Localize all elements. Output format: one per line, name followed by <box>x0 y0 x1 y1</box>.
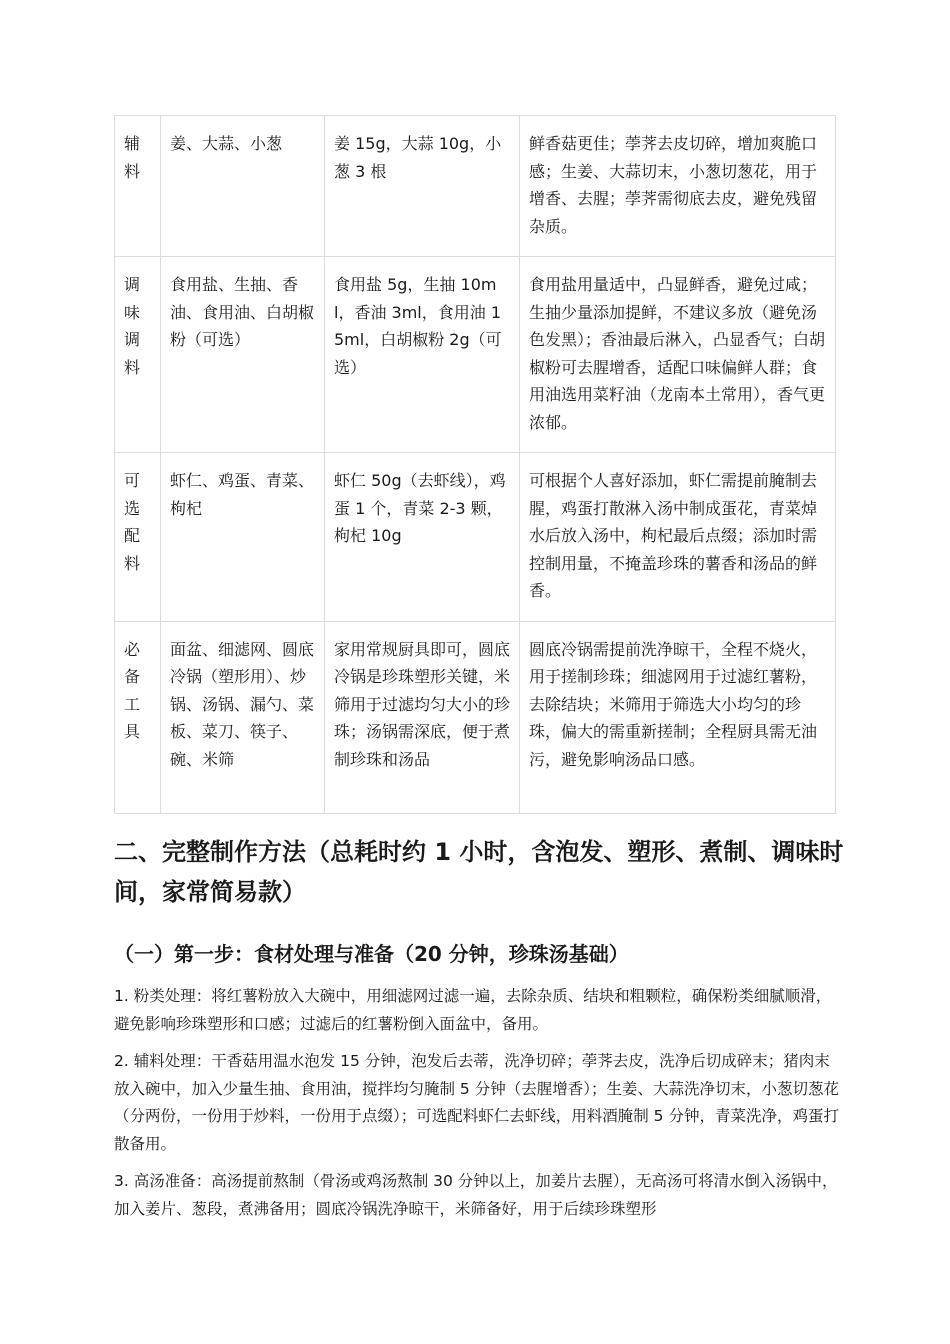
paragraph-stock-preparation: 3. 高汤准备：高汤提前熬制（骨汤或鸡汤熬制 30 分钟以上，加姜片去腥），无高汤可将清水倒入汤锅中，加入姜片、葱段，煮沸备用；圆底冷锅洗净晾干，米筛备好，用于后续珍珠塑形 <box>114 1172 838 1218</box>
ingredients-table <box>114 115 836 814</box>
cell-category: 必备工具 <box>115 621 161 813</box>
table-row <box>115 257 836 453</box>
cell-note: 鲜香菇更佳；荸荠去皮切碎，增加爽脆口感；生姜、大蒜切末，小葱切葱花，用于增香、去腥；荸荠需彻底去皮，避免残留杂质。 <box>520 116 836 257</box>
cell-note: 可根据个人喜好添加，虾仁需提前腌制去腥，鸡蛋打散淋入汤中制成蛋花，青菜焯水后放入汤中，枸杞最后点缀；添加时需控制用量，不掩盖珍珠的薯香和汤品的鲜香。 <box>520 453 836 622</box>
cell-category: 辅料 <box>115 116 161 257</box>
cell-amount: 虾仁 50g（去虾线），鸡蛋 1 个，青菜 2-3 颗，枸杞 10g <box>325 453 520 622</box>
cell-items: 面盆、细滤网、圆底冷锅（塑形用）、炒锅、汤锅、漏勺、菜板、菜刀、筷子、碗、米筛 <box>161 621 325 813</box>
cell-items: 食用盐、生抽、香油、食用油、白胡椒粉（可选） <box>161 257 325 453</box>
cell-amount: 姜 15g，大蒜 10g，小葱 3 根 <box>325 116 520 257</box>
cell-amount: 家用常规厨具即可，圆底冷锅是珍珠塑形关键，米筛用于过滤均匀大小的珍珠；汤锅需深底，便于煮制珍珠和汤品 <box>325 621 520 813</box>
cell-category: 调味调料 <box>115 257 161 453</box>
paragraph-powder-processing: 1. 粉类处理：将红薯粉放入大碗中，用细滤网过滤一遍，去除杂质、结块和粗颗粒，确保粉类细腻顺滑，避免影响珍珠塑形和口感；过滤后的红薯粉倒入面盆中，备用。 <box>114 987 832 1033</box>
table-row <box>115 453 836 622</box>
step-heading: （一）第一步：食材处理与准备（20 分钟，珍珠汤基础） <box>114 942 629 966</box>
cell-note: 圆底冷锅需提前洗净晾干，全程不烧火，用于搓制珍珠；细滤网用于过滤红薯粉，去除结块；米筛用于筛选大小均匀的珍珠，偏大的需重新搓制；全程厨具需无油污，避免影响汤品口感。 <box>520 621 836 813</box>
table-row <box>115 621 836 813</box>
cell-items: 姜、大蒜、小葱 <box>161 116 325 257</box>
cell-note: 食用盐用量适中，凸显鲜香，避免过咸；生抽少量添加提鲜，不建议多放（避免汤色发黑）；香油最后淋入，凸显香气；白胡椒粉可去腥增香，适配口味偏鲜人群；食用油选用菜籽油（龙南本土常用），香气更浓郁。 <box>520 257 836 453</box>
cell-items: 虾仁、鸡蛋、青菜、枸杞 <box>161 453 325 622</box>
ingredients-table-body <box>115 116 836 814</box>
paragraph-accessory-processing: 2. 辅料处理：干香菇用温水泡发 15 分钟，泡发后去蒂，洗净切碎；荸荠去皮，洗净后切成碎末；猪肉末放入碗中，加入少量生抽、食用油，搅拌均匀腌制 5 分钟（去腥增香）；生姜、大蒜洗净切末，小葱切葱花（分两份，一份用于炒料，一份用于点缀）；可选配料虾仁去虾线，用料酒腌制 5 分钟，青菜洗净，鸡蛋打散备用。 <box>114 1052 839 1153</box>
cell-amount: 食用盐 5g，生抽 10ml，香油 3ml，食用油 15ml，白胡椒粉 2g（可选） <box>325 257 520 453</box>
table-row <box>115 116 836 257</box>
cell-category: 可选配料 <box>115 453 161 622</box>
section-heading: 二、完整制作方法（总耗时约 1 小时，含泡发、塑形、煮制、调味时间，家常简易款） <box>114 838 844 906</box>
